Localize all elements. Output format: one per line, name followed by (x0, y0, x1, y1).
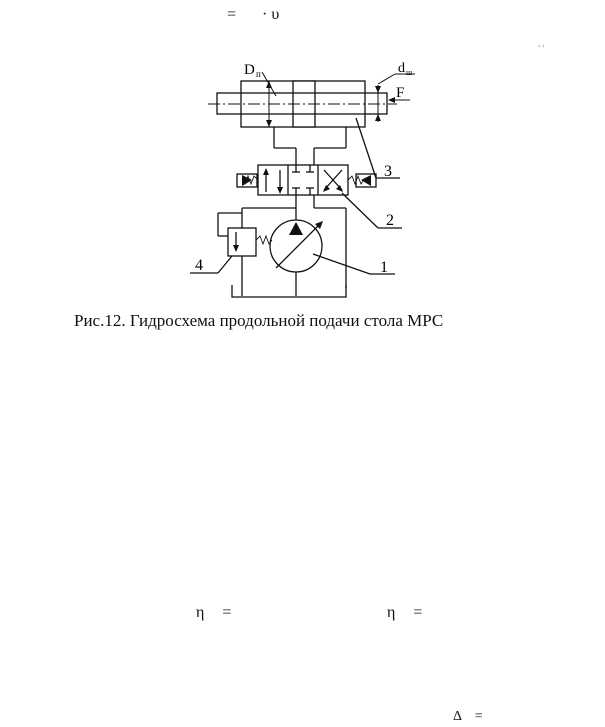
top-formula-dot-velocity: · υ (262, 6, 280, 23)
efficiency-formula-right (387, 604, 422, 622)
equals-right: = (413, 604, 423, 621)
label-force: F (396, 85, 405, 101)
delta-equals: = (474, 709, 483, 724)
callout-2: 2 (386, 212, 394, 229)
label-rod-diameter-sub: ш (406, 68, 413, 77)
small-mark: ‹ ‹ (538, 42, 545, 50)
hydraulic-diagram (0, 0, 605, 310)
eta-symbol-left: η (196, 604, 205, 621)
efficiency-formula-left (196, 604, 231, 622)
top-formula-equals: = (227, 6, 237, 23)
label-piston-diameter: D (244, 62, 255, 78)
relief-valve (228, 228, 256, 256)
eta-symbol-right: η (387, 604, 396, 621)
label-rod-diameter: d (398, 61, 405, 76)
delta-formula (453, 709, 483, 725)
callout-1: 1 (380, 259, 388, 276)
callout-4: 4 (195, 257, 203, 274)
figure-caption: Рис.12. Гидросхема продольной подачи стола МРС (74, 311, 444, 330)
equals-left: = (222, 604, 232, 621)
label-piston-diameter-sub: п (256, 69, 261, 79)
delta-symbol: Δ (453, 709, 462, 724)
directional-valve (258, 165, 348, 195)
callout-3: 3 (384, 163, 392, 180)
